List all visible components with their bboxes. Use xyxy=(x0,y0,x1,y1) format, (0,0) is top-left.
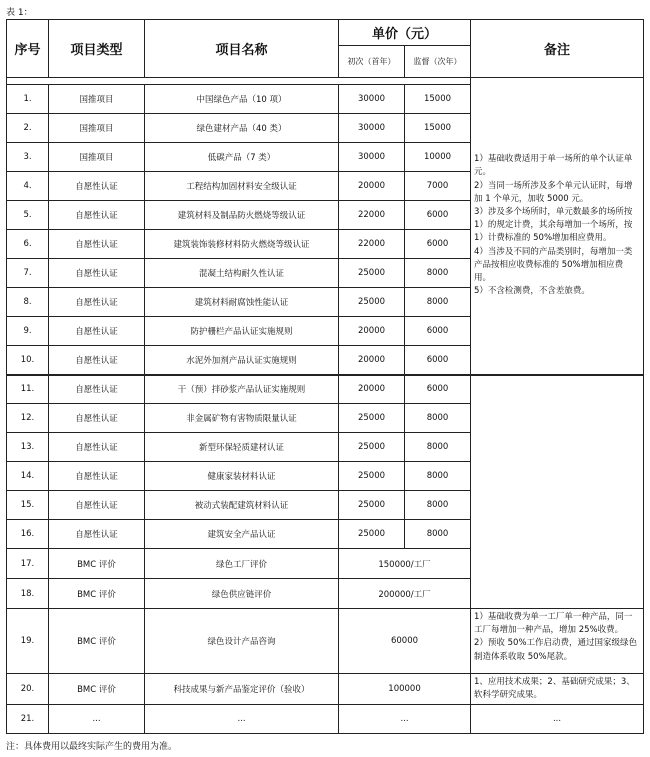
table-row: 7. 自愿性认证 混凝土结构耐久性认证 25000 8000 xyxy=(7,259,644,288)
table-row: 6. 自愿性认证 建筑装饰装修材料防火燃烧等级认证 22000 6000 xyxy=(7,230,644,259)
header-index: 序号 xyxy=(7,20,49,78)
table-row: 9. 自愿性认证 防护栅栏产品认证实施规则 20000 6000 xyxy=(7,317,644,346)
table-row: 1. 国推项目 中国绿色产品（10 项） 30000 15000 xyxy=(7,85,644,114)
table-row: 17. BMC 评价 绿色工厂评价 150000/工厂 xyxy=(7,549,644,579)
note-row-19: 1）基础收费为单一工厂单一种产品，同一工厂每增加一种产品，增加 25%收费。 2）预收 50%工作启动费，通过国家级绿色制造体系收取 50%尾款。 xyxy=(471,609,644,674)
table-row: 19. BMC 评价 绿色设计产品咨询 60000 1）基础收费为单一工厂单一种产品，同一工厂每增加一种产品，增加 25%收费。 2）预收 50%工作启动费，通过国家级绿色制造体系收取 50%尾款。 xyxy=(7,609,644,674)
note-main: 1）基础收费适用于单一场所的单个认证单元。 2）当同一场所涉及多个单元认证时，每增加 1 个单元，加收 5000 元。 3）涉及多个场所时，单元数最多的场所按 1）的规定计费，其余每增加一个场所，按 1）计费标准的 50%增加相应费用。 4）当涉及不同的产品类别时，每增加一类产品按相应收费标准的 50%增加相应费用。 5）不含检测费，不含差旅费。 xyxy=(471,78,644,375)
note-empty xyxy=(471,375,644,609)
table-row: 12. 自愿性认证 非金属矿物有害物质限量认证 25000 8000 xyxy=(7,404,644,433)
note-row-20: 1、应用技术成果；2、基础研究成果；3、软科学研究成果。 xyxy=(471,674,644,705)
table-row: 5. 自愿性认证 建筑材料及制品防火燃烧等级认证 22000 6000 xyxy=(7,201,644,230)
table-row: 15. 自愿性认证 被动式装配建筑材料认证 25000 8000 xyxy=(7,491,644,520)
spacer-row xyxy=(7,78,471,85)
table-row: 4. 自愿性认证 工程结构加固材料安全级认证 20000 7000 xyxy=(7,172,644,201)
table-row: 2. 国推项目 绿色建材产品（40 类） 30000 15000 xyxy=(7,114,644,143)
header-supervision: 监督（次年） xyxy=(405,46,471,78)
table-row: 13. 自愿性认证 新型环保轻质建材认证 25000 8000 xyxy=(7,433,644,462)
fee-table xyxy=(6,19,644,734)
header-initial: 初次（首年） xyxy=(339,46,405,78)
table-row: 11. 自愿性认证 干（预）拌砂浆产品认证实施规则 20000 6000 xyxy=(7,375,644,404)
header-note: 备注 xyxy=(471,20,644,78)
header-type: 项目类型 xyxy=(49,20,145,78)
footnote: 注：具体费用以最终实际产生的费用为准。 xyxy=(6,742,178,752)
header-price: 单价（元） xyxy=(339,20,471,46)
table-row: 21. ... ... ... ... xyxy=(7,705,644,734)
header-name: 项目名称 xyxy=(145,20,339,78)
table-row: 3. 国推项目 低碳产品（7 类） 30000 10000 xyxy=(7,143,644,172)
table-row: 8. 自愿性认证 建筑材料耐腐蚀性能认证 25000 8000 xyxy=(7,288,644,317)
table-row: 20. BMC 评价 科技成果与新产品鉴定评价（验收） 100000 1、应用技术成果；2、基础研究成果；3、软科学研究成果。 xyxy=(7,674,644,705)
table-row: 16. 自愿性认证 建筑安全产品认证 25000 8000 xyxy=(7,520,644,549)
table-caption: 表 1： xyxy=(6,8,33,18)
table-row: 14. 自愿性认证 健康家装材料认证 25000 8000 xyxy=(7,462,644,491)
table-row: 18. BMC 评价 绿色供应链评价 200000/工厂 xyxy=(7,579,644,609)
table-row: 10. 自愿性认证 水泥外加剂产品认证实施规则 20000 6000 xyxy=(7,346,644,375)
